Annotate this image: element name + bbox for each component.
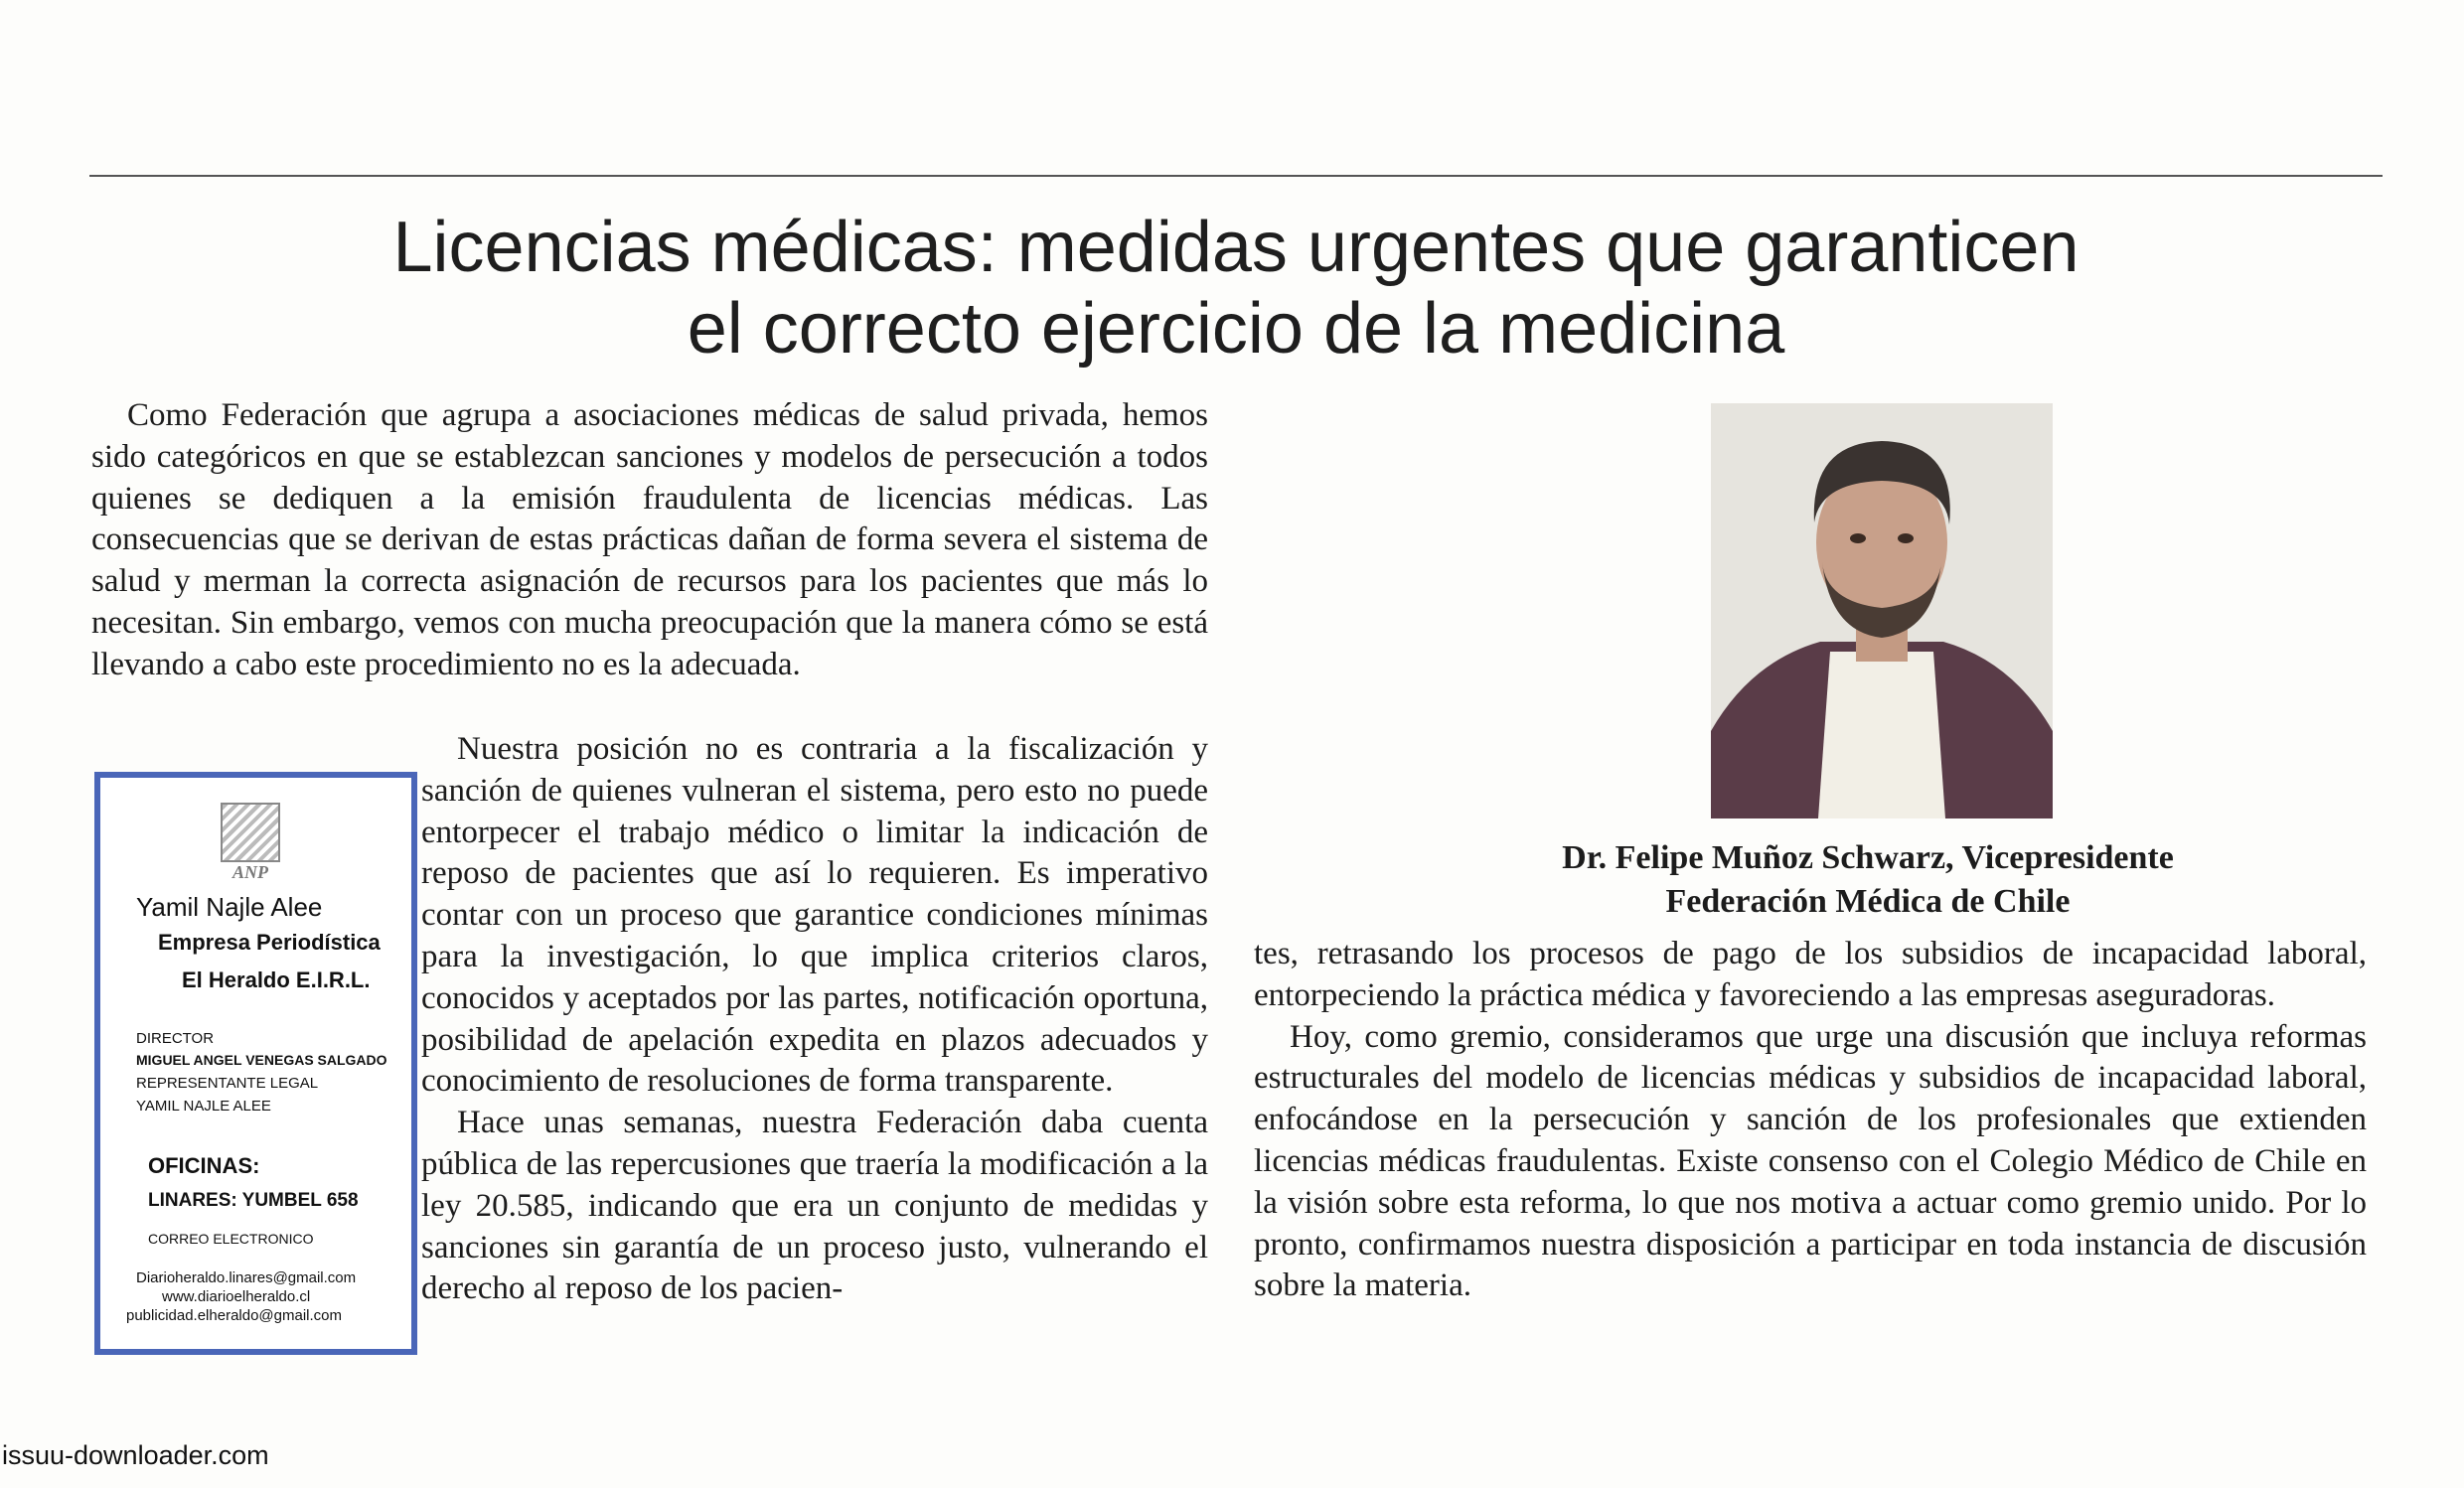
anp-logo	[215, 803, 286, 883]
offices-label: OFICINAS:	[148, 1153, 260, 1178]
article-headline	[89, 207, 2383, 370]
legal-rep-name: YAMIL NAJLE ALEE	[136, 1098, 271, 1115]
portrait-photo-icon	[1711, 403, 2053, 818]
author-photo	[1711, 403, 2053, 818]
director-label: DIRECTOR	[136, 1030, 215, 1047]
email-1: Diarioheraldo.linares@gmail.com	[136, 1269, 357, 1286]
director-name: MIGUEL ANGEL VENEGAS SALGADO	[136, 1052, 387, 1068]
masthead-owner: Yamil Najle Alee	[136, 892, 323, 922]
offices-address: LINARES: YUMBEL 658	[148, 1190, 359, 1211]
masthead-company-1: Empresa Periodística	[158, 930, 381, 955]
column-1-top	[91, 395, 1208, 686]
headline-line-2: el correcto ejercicio de la medicina	[687, 289, 1785, 369]
caption-line-1: Dr. Felipe Muñoz Schwarz, Vicepresidente	[1562, 839, 2174, 876]
website: www.diarioelheraldo.cl	[162, 1288, 311, 1305]
email-label: CORREO ELECTRONICO	[148, 1231, 314, 1247]
masthead-box	[94, 772, 417, 1355]
watermark-text: issuu-downloader.com	[2, 1440, 269, 1470]
photo-caption	[1391, 836, 2345, 924]
headline-line-1: Licencias médicas: medidas urgentes que garanticen	[392, 208, 2079, 287]
paragraph-1: Como Federación que agrupa a asociaciones médicas de salud privada, hemos sido categóricos en que se establezcan sanciones y modelos de persecución a todos quienes se dediquen a la emisión fraudulenta de licencias médicas. Las consecuencias que se derivan de estas prácticas dañan de forma severa el sistema de salud y merman la correcta asignación de recursos para los pacientes que más lo necesitan. Sin embargo, vemos con mucha preocupación que la manera cómo se está llevando a cabo este procedimiento no es la adecuada.	[91, 397, 1208, 682]
paragraph-5: Hoy, como gremio, consideramos que urge una discusión que incluya reformas estructurales del modelo de licencias médicas y subsidios de incapacidad laboral, enfocándose en la persecución y sanción de los profesionales que extienden licencias médicas fraudulentas. Existe consenso con el Colegio Médico de Chile en la visión sobre esta reforma, lo que nos motiva a actuar como gremio unido. Por lo pronto, confirmamos nuestra disposición a participar en toda instancia de discusión sobre la materia.	[1254, 1018, 2367, 1304]
masthead-company-2: El Heraldo E.I.R.L.	[182, 967, 371, 992]
column-1-bottom	[421, 729, 1208, 1310]
anp-logo-icon	[221, 803, 280, 862]
top-rule	[89, 175, 2383, 177]
column-2	[1254, 934, 2367, 1307]
legal-rep-label: REPRESENTANTE LEGAL	[136, 1075, 319, 1092]
paragraph-4: tes, retrasando los procesos de pago de los subsidios de incapacidad laboral, entorpeciendo la práctica médica y favoreciendo a las empresas aseguradoras.	[1254, 936, 2367, 1013]
anp-logo-text: ANP	[232, 862, 268, 882]
email-2: publicidad.elheraldo@gmail.com	[126, 1307, 343, 1324]
paragraph-2: Nuestra posición no es contraria a la fiscalización y sanción de quienes vulneran el sistema, pero esto no puede entorpecer el trabajo médico o limitar la indicación de reposo de pacientes que así lo requieren. Es imperativo contar con un proceso que garantice condiciones mínimas para la investigación, lo que implica criterios claros, conocidos y aceptados por las partes, notificación oportuna, posibilidad de apelación expedita en plazos adecuados y conocimiento de resoluciones de forma transparente.	[421, 731, 1208, 1100]
paragraph-3: Hace unas semanas, nuestra Federación daba cuenta pública de las repercusiones que traería la modificación a la ley 20.585, indicando que era un conjunto de medidas y sanciones sin garantía de un proceso justo, vulnerando el derecho al reposo de los pacien-	[421, 1105, 1208, 1307]
caption-line-2: Federación Médica de Chile	[1665, 883, 2071, 920]
